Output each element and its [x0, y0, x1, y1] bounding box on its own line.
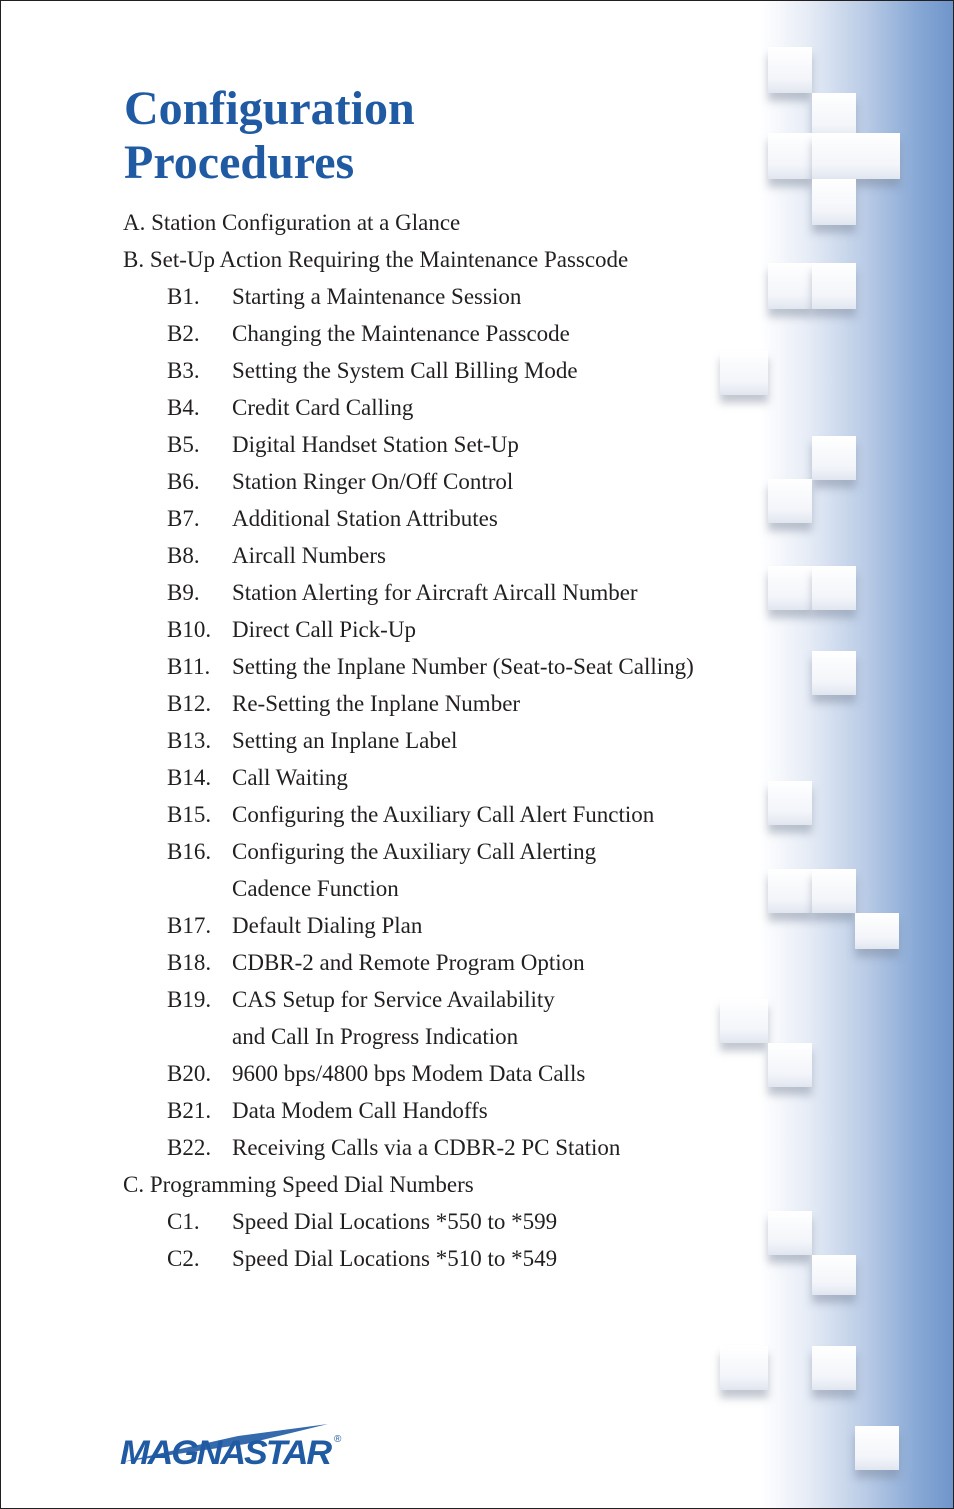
- magnastar-logo: [118, 1418, 348, 1472]
- item-label: 9600 bps/4800 bps Modem Data Calls: [232, 1061, 586, 1086]
- item-label: Station Alerting for Aircraft Aircall Number: [232, 580, 638, 605]
- item-code: B4.: [167, 395, 200, 420]
- item-code: B19.: [167, 987, 212, 1012]
- list-item: [0, 1240, 760, 1277]
- page-title: [124, 82, 415, 190]
- item-code: B3.: [167, 358, 200, 383]
- list-item: [0, 796, 760, 833]
- list-item: [0, 1203, 760, 1240]
- list-item: [0, 648, 760, 685]
- item-label: Digital Handset Station Set-Up: [232, 432, 519, 457]
- item-label-continued: Cadence Function: [232, 876, 399, 901]
- list-item: [0, 352, 760, 389]
- item-code: C2.: [167, 1246, 200, 1271]
- page-title-line-1: Configuration: [124, 82, 415, 135]
- list-item: [0, 685, 760, 722]
- item-code: B2.: [167, 321, 200, 346]
- item-label: Aircall Numbers: [232, 543, 386, 568]
- item-label: Additional Station Attributes: [232, 506, 498, 531]
- svg-text:MAGNASTAR: MAGNASTAR: [120, 1434, 333, 1472]
- item-label: Speed Dial Locations *510 to *549: [232, 1246, 558, 1271]
- svg-text:®: ®: [334, 1434, 342, 1445]
- item-label: Configuring the Auxiliary Call Alert Function: [232, 802, 655, 827]
- list-item: [0, 981, 760, 1018]
- list-item: [0, 944, 760, 981]
- list-item: [0, 389, 760, 426]
- list-item-continuation: [0, 1018, 760, 1055]
- item-code: B14.: [167, 765, 212, 790]
- item-code: B12.: [167, 691, 212, 716]
- item-code: B13.: [167, 728, 212, 753]
- item-label: Setting the Inplane Number (Seat-to-Seat Calling): [232, 654, 694, 679]
- item-code: B7.: [167, 506, 200, 531]
- item-label: Data Modem Call Handoffs: [232, 1098, 488, 1123]
- list-item: [0, 426, 760, 463]
- item-label: CDBR-2 and Remote Program Option: [232, 950, 585, 975]
- item-label: Station Ringer On/Off Control: [232, 469, 514, 494]
- list-item: [0, 833, 760, 870]
- item-label: Changing the Maintenance Passcode: [232, 321, 570, 346]
- item-code: C1.: [167, 1209, 200, 1234]
- item-code: B15.: [167, 802, 212, 827]
- item-label: Configuring the Auxiliary Call Alerting: [232, 839, 597, 864]
- list-item: [0, 574, 760, 611]
- item-code: B21.: [167, 1098, 212, 1123]
- item-code: B10.: [167, 617, 212, 642]
- item-code: B8.: [167, 543, 200, 568]
- item-code: B6.: [167, 469, 200, 494]
- list-item: [0, 537, 760, 574]
- list-item: [0, 722, 760, 759]
- item-code: B5.: [167, 432, 200, 457]
- item-code: B18.: [167, 950, 212, 975]
- item-label: Re-Setting the Inplane Number: [232, 691, 521, 716]
- item-code: B20.: [167, 1061, 212, 1086]
- item-label: Direct Call Pick-Up: [232, 617, 416, 642]
- item-label: Setting an Inplane Label: [232, 728, 458, 753]
- item-label: Default Dialing Plan: [232, 913, 423, 938]
- item-code: B11.: [167, 654, 211, 679]
- list-item: [0, 1092, 760, 1129]
- list-item: [0, 759, 760, 796]
- list-item: [0, 907, 760, 944]
- item-label-continued: and Call In Progress Indication: [232, 1024, 519, 1049]
- item-code: B17.: [167, 913, 212, 938]
- list-item: [0, 1129, 760, 1166]
- item-code: B16.: [167, 839, 212, 864]
- list-item: [0, 1055, 760, 1092]
- item-code: B22.: [167, 1135, 212, 1160]
- item-label: Setting the System Call Billing Mode: [232, 358, 578, 383]
- page-title-line-2: Procedures: [124, 136, 355, 189]
- list-item: [0, 315, 760, 352]
- section-a: A. Station Configuration at a Glance: [123, 210, 461, 235]
- list-item: [0, 463, 760, 500]
- section-b: B. Set-Up Action Requiring the Maintenance Passcode: [123, 247, 629, 272]
- item-code: B9.: [167, 580, 200, 605]
- item-label: Credit Card Calling: [232, 395, 414, 420]
- list-item-continuation: [0, 870, 760, 907]
- item-label: Call Waiting: [232, 765, 348, 790]
- section-c: C. Programming Speed Dial Numbers: [123, 1172, 474, 1197]
- list-item: [0, 500, 760, 537]
- item-code: B1.: [167, 284, 200, 309]
- list-item: [0, 611, 760, 648]
- list-item: [0, 278, 760, 315]
- item-label: Starting a Maintenance Session: [232, 284, 522, 309]
- item-label: Receiving Calls via a CDBR-2 PC Station: [232, 1135, 621, 1160]
- item-label: Speed Dial Locations *550 to *599: [232, 1209, 558, 1234]
- item-label: CAS Setup for Service Availability: [232, 987, 555, 1012]
